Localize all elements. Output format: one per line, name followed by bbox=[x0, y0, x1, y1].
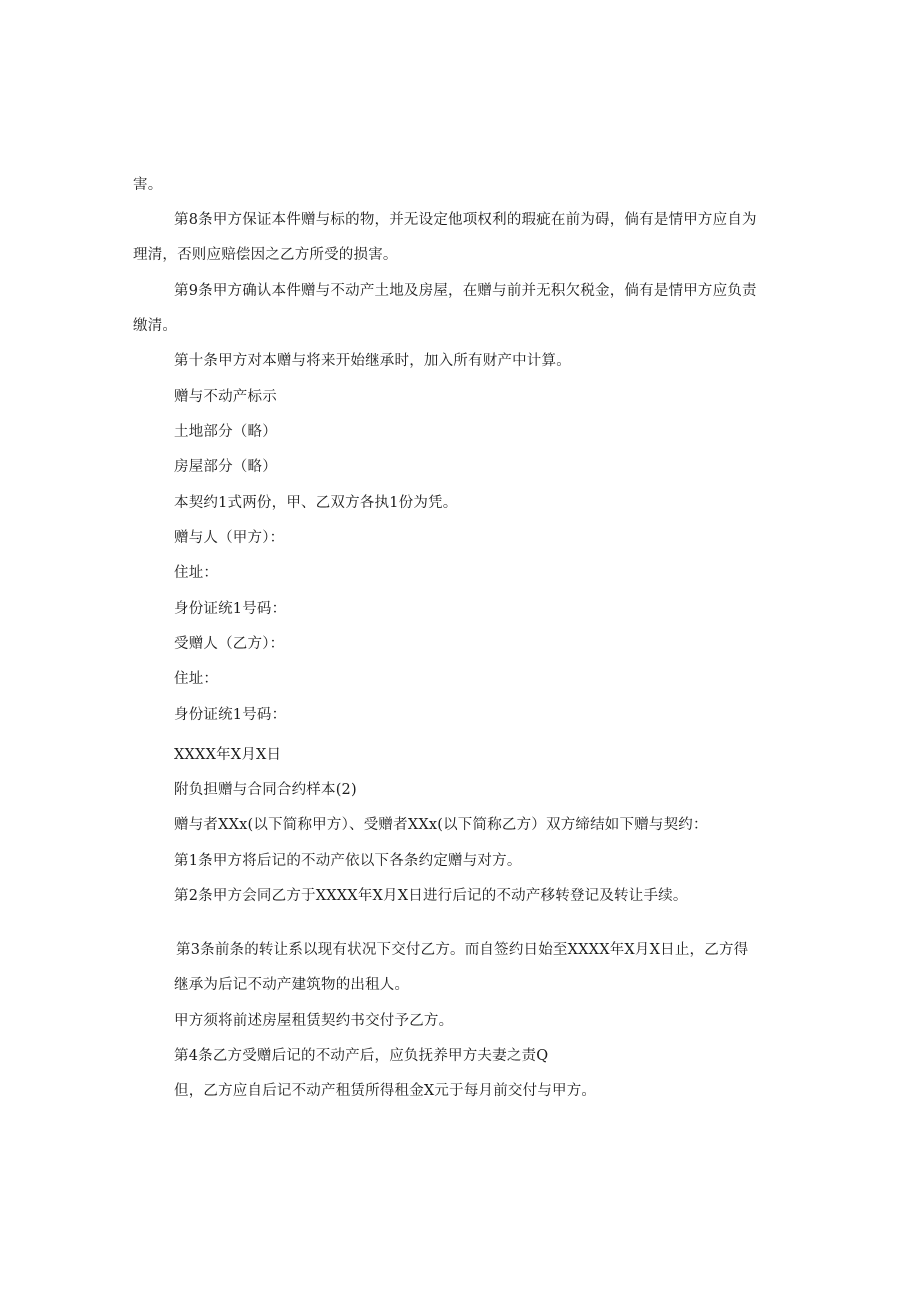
paragraph-line: 土地部分（略） bbox=[174, 424, 277, 440]
paragraph-line: 第4条乙方受赠后记的不动产后，应负抚养甲方夫妻之责Q bbox=[174, 1048, 549, 1064]
paragraph-line: 第十条甲方对本赠与将来开始继承时，加入所有财产中计算。 bbox=[174, 353, 571, 369]
paragraph-line: 房屋部分（略） bbox=[174, 459, 277, 475]
date-line: XXXX年X月X日 bbox=[174, 747, 282, 763]
section-heading: 赠与不动产标示 bbox=[174, 389, 277, 405]
paragraph-line: 第9条甲方确认本件赠与不动产土地及房屋，在赠与前并无积欠税金，倘有是情甲方应负责 bbox=[174, 283, 757, 299]
section-heading: 附负担赠与合同合约样本(2) bbox=[174, 782, 357, 798]
paragraph-line: 继承为后记不动产建筑物的出租人。 bbox=[174, 977, 410, 993]
signature-field-label: 受赠人（乙方）： bbox=[174, 636, 285, 652]
paragraph-line: 本契约1式两份，甲、乙双方各执1份为凭。 bbox=[174, 495, 458, 511]
paragraph-line: 甲方须将前述房屋租赁契约书交付予乙方。 bbox=[174, 1013, 454, 1029]
signature-field-label: 赠与人（甲方）： bbox=[174, 530, 285, 546]
signature-field-label: 身份证统1号码： bbox=[174, 601, 287, 617]
signature-field-label: 身份证统1号码： bbox=[174, 707, 287, 723]
paragraph-line: 缴清。 bbox=[133, 318, 178, 334]
signature-field-label: 住址： bbox=[174, 671, 219, 687]
paragraph-line: 第8条甲方保证本件赠与标的物，并无设定他项权利的瑕疵在前为碍，倘有是情甲方应自为 bbox=[174, 212, 757, 228]
paragraph-line: 第1条甲方将后记的不动产依以下各条约定赠与对方。 bbox=[174, 853, 522, 869]
paragraph-line: 第2条甲方会同乙方于XXXX年X月X日进行后记的不动产移转登记及转让手续。 bbox=[174, 888, 688, 904]
paragraph-line: 但，乙方应自后记不动产租赁所得租金X元于每月前交付与甲方。 bbox=[174, 1083, 597, 1099]
paragraph-line: 赠与者XXx(以下简称甲方）、受赠者XXx(以下简称乙方）双方缔结如下赠与契约： bbox=[174, 817, 708, 833]
signature-field-label: 住址： bbox=[174, 565, 219, 581]
paragraph-line: 第3条前条的转让系以现有状况下交付乙方。而自签约日始至XXXX年X月X日止，乙方得 bbox=[176, 942, 749, 958]
paragraph-line: 理清，否则应赔偿因之乙方所受的损害。 bbox=[133, 247, 398, 263]
paragraph-line: 害。 bbox=[133, 177, 163, 193]
